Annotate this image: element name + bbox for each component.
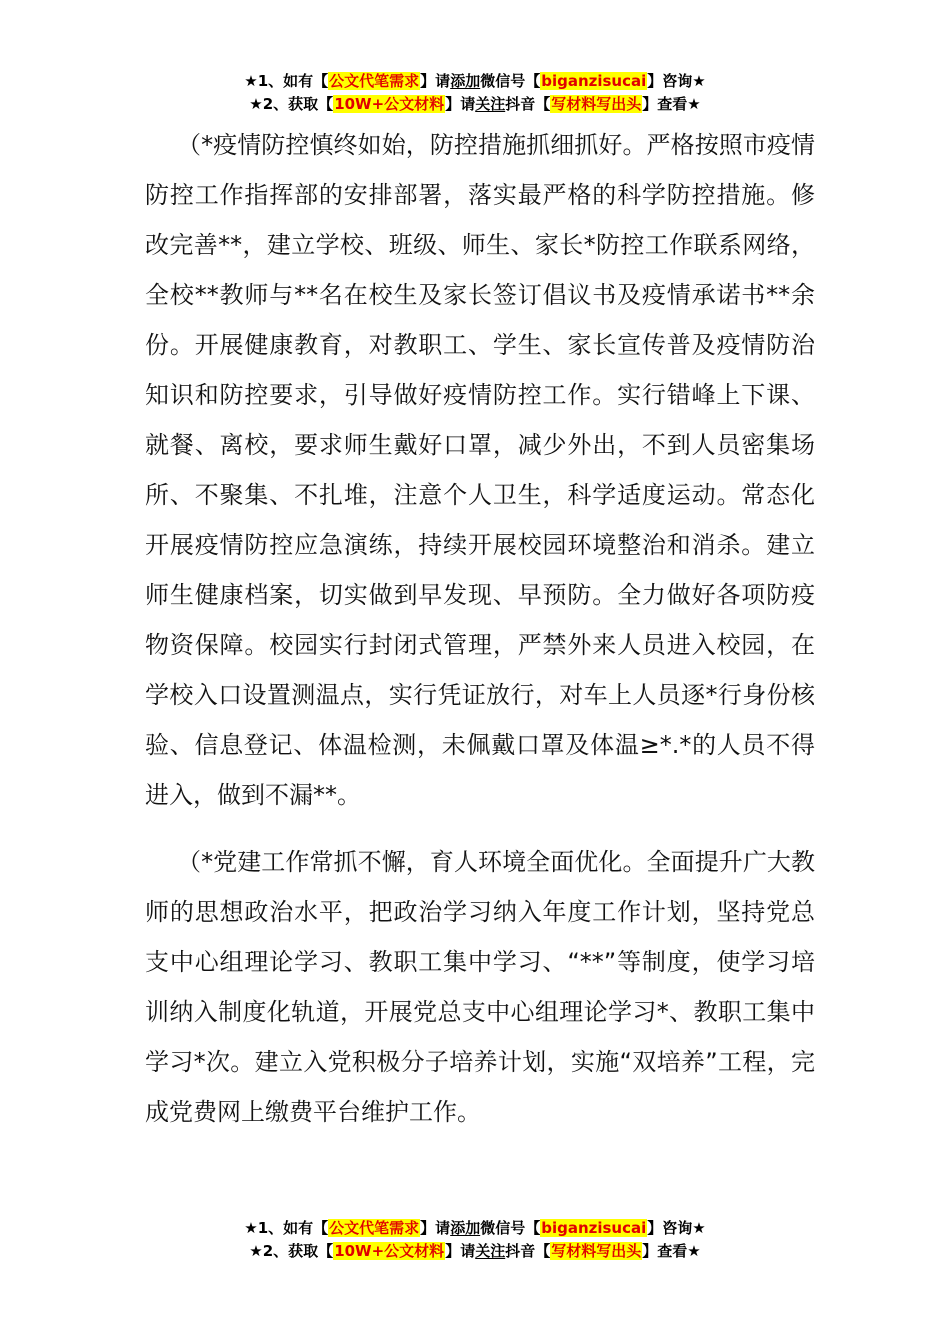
banner-highlight: 写材料写出头 bbox=[551, 1242, 642, 1260]
banner-line-1 bbox=[0, 70, 950, 93]
header-banner bbox=[0, 70, 950, 116]
banner-highlight: 写材料写出头 bbox=[551, 95, 642, 113]
banner-highlight: biganzisucai bbox=[541, 1219, 647, 1237]
banner-text: 】请 bbox=[420, 1219, 451, 1237]
banner-text: 】查看★ bbox=[642, 1242, 701, 1260]
banner-line-2 bbox=[0, 1240, 950, 1263]
banner-underlined: 关注 bbox=[475, 1242, 506, 1260]
banner-text: ★2、获取【 bbox=[249, 1242, 334, 1260]
banner-highlight: 10W+公文材料 bbox=[334, 1242, 445, 1260]
banner-text: ★2、获取【 bbox=[249, 95, 334, 113]
banner-text: 】咨询★ bbox=[647, 72, 706, 90]
banner-text: 】请 bbox=[420, 72, 451, 90]
paragraph: （*党建工作常抓不懈，育人环境全面优化。全面提升广大教师的思想政治水平，把政治学习纳入年度工作计划，坚持党总支中心组理论学习、教职工集中学习、“**”等制度，使学习培训纳入制度化轨道，开展党总支中心组理论学习*、教职工集中学习*次。建立入党积极分子培养计划，实施“双培养”工程，完成党费网上缴费平台维护工作。 bbox=[145, 848, 815, 1126]
banner-text: 】查看★ bbox=[642, 95, 701, 113]
banner-text: ★1、如有【 bbox=[244, 1219, 329, 1237]
banner-highlight: 公文代笔需求 bbox=[329, 72, 420, 90]
banner-line-1 bbox=[0, 1217, 950, 1240]
banner-line-2 bbox=[0, 93, 950, 116]
banner-highlight: biganzisucai bbox=[541, 72, 647, 90]
footer-banner bbox=[0, 1217, 950, 1263]
paragraph: （*疫情防控慎终如始，防控措施抓细抓好。严格按照市疫情防控工作指挥部的安排部署，落实最严格的科学防控措施。修改完善**，建立学校、班级、师生、家长*防控工作联系网络，全校**教师与**名在校生及家长签订倡议书及疫情承诺书**余份。开展健康教育，对教职工、学生、家长宣传普及疫情防治知识和防控要求，引导做好疫情防控工作。实行错峰上下课、就餐、离校，要求师生戴好口罩，减少外出，不到人员密集场所、不聚集、不扎堆，注意个人卫生，科学适度运动。常态化开展疫情防控应急演练，持续开展校园环境整治和消杀。建立师生健康档案，切实做到早发现、早预防。全力做好各项防疫物资保障。校园实行封闭式管理，严禁外来人员进入校园，在学校入口设置测温点，实行凭证放行，对车上人员逐*行身份核验、信息登记、体温检测，未佩戴口罩及体温≥*.*的人员不得进入，做到不漏**。 bbox=[145, 131, 815, 809]
banner-text: 抖音【 bbox=[505, 95, 551, 113]
banner-text: 】请 bbox=[445, 95, 476, 113]
banner-text: 抖音【 bbox=[505, 1242, 551, 1260]
banner-underlined: 关注 bbox=[475, 95, 506, 113]
banner-highlight: 10W+公文材料 bbox=[334, 95, 445, 113]
banner-text: 微信号【 bbox=[480, 1219, 541, 1237]
banner-underlined: 添加 bbox=[450, 72, 481, 90]
banner-text: 】咨询★ bbox=[647, 1219, 706, 1237]
banner-text: 】请 bbox=[445, 1242, 476, 1260]
banner-text: ★1、如有【 bbox=[244, 72, 329, 90]
banner-text: 微信号【 bbox=[480, 72, 541, 90]
banner-highlight: 公文代笔需求 bbox=[329, 1219, 420, 1237]
banner-underlined: 添加 bbox=[450, 1219, 481, 1237]
document-body bbox=[145, 120, 815, 1137]
